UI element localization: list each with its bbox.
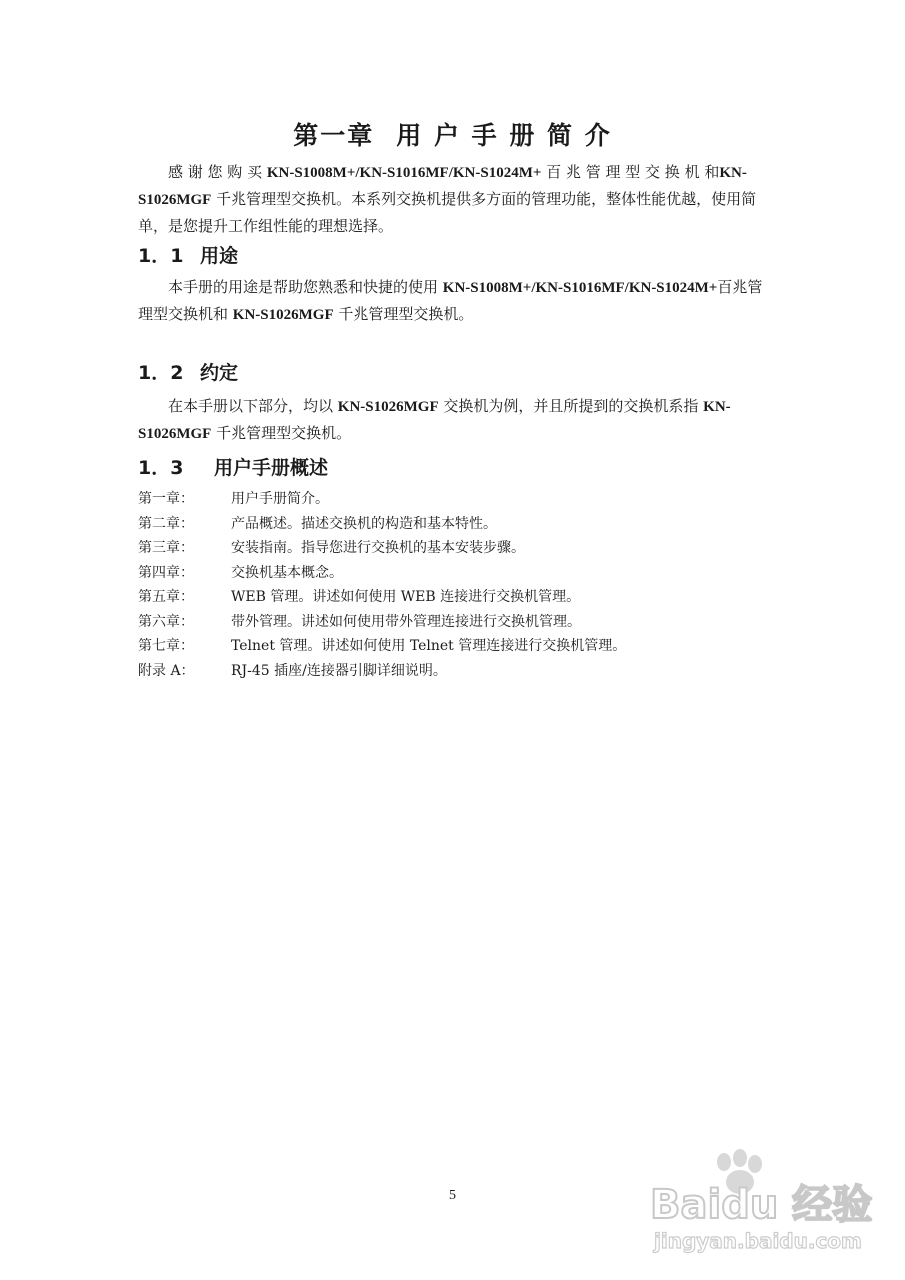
section-model: KN-S1026MGF xyxy=(138,399,731,442)
list-item-desc: 交换机基本概念。 xyxy=(231,564,343,581)
list-item-label: 第三章： xyxy=(138,540,194,556)
list-item-desc: RJ-45 插座/连接器引脚详细说明。 xyxy=(231,662,447,679)
list-item-label: 第一章： xyxy=(138,491,194,507)
section-title: 用途 xyxy=(200,245,239,267)
list-item-desc: WEB 管理。讲述如何使用 WEB 连接进行交换机管理。 xyxy=(231,589,581,605)
list-item-desc: 安装指南。指导您进行交换机的基本安装步骤。 xyxy=(231,540,525,556)
section-1-2-paragraph xyxy=(138,393,770,447)
list-item-label: 附录 A： xyxy=(138,662,195,679)
list-item xyxy=(138,512,626,537)
list-item-label: 第七章： xyxy=(138,638,194,654)
list-item-desc: 产品概述。描述交换机的构造和基本特性。 xyxy=(231,515,497,532)
section-number: 1．2 xyxy=(138,362,184,384)
section-number: 1．3 xyxy=(138,457,184,479)
section-text: 在本手册以下部分，均以 xyxy=(168,397,338,415)
intro-text-2: 百 兆 管 理 型 交 换 机 和 xyxy=(541,163,720,181)
list-item-label: 第五章： xyxy=(138,589,194,605)
list-item xyxy=(138,659,626,684)
intro-text-3: 千兆管理型交换机。本系列交换机提供多方面的管理功能，整体性能优越，使用简单，是您提升工作组性能的理想选择。 xyxy=(138,190,757,235)
list-item-desc: 带外管理。讲述如何使用带外管理连接进行交换机管理。 xyxy=(231,613,581,630)
intro-paragraph xyxy=(138,159,770,239)
page-number: 5 xyxy=(449,1188,456,1203)
section-model-list: KN-S1008M+/KN-S1016MF/KN-S1024M+ xyxy=(442,280,718,296)
section-model: KN-S1026MGF xyxy=(337,399,439,415)
list-item-desc: 用户手册简介。 xyxy=(231,491,329,507)
section-text: 交换机为例，并且所提到的交换机系指 xyxy=(438,397,704,415)
list-item xyxy=(138,634,626,659)
list-item-label: 第二章： xyxy=(138,515,194,532)
chapter-number: 第一章 xyxy=(293,121,375,150)
section-model-gigabit: KN-S1026MGF xyxy=(232,307,334,323)
baidu-jingyan-watermark xyxy=(640,1148,880,1258)
list-item xyxy=(138,610,626,635)
section-title: 约定 xyxy=(200,362,239,384)
list-item xyxy=(138,536,626,561)
intro-text-1: 感 谢 您 购 买 xyxy=(168,163,267,181)
list-item-desc: Telnet 管理。讲述如何使用 Telnet 管理连接进行交换机管理。 xyxy=(231,638,627,654)
list-item-label: 第四章： xyxy=(138,564,194,581)
section-number: 1．1 xyxy=(138,245,184,267)
chapter-overview-list xyxy=(138,487,626,683)
chapter-title xyxy=(0,116,905,152)
chapter-name: 用 户 手 册 简 介 xyxy=(396,121,612,150)
section-text: 本手册的用途是帮助您熟悉和快捷的使用 xyxy=(168,278,443,296)
section-heading-1-1 xyxy=(138,241,238,268)
watermark-brand: Baidu 经验 xyxy=(650,1182,873,1228)
list-item xyxy=(138,487,626,512)
section-heading-1-2 xyxy=(138,358,238,385)
list-item xyxy=(138,561,626,586)
section-text: 千兆管理型交换机。 xyxy=(333,305,474,323)
section-title: 用户手册概述 xyxy=(214,457,329,479)
watermark-url: jingyan.baidu.com xyxy=(654,1229,862,1253)
section-1-1-paragraph xyxy=(138,274,770,328)
section-heading-1-3 xyxy=(138,453,328,480)
list-item-label: 第六章： xyxy=(138,613,194,630)
section-text: 百兆管理型交换机和 xyxy=(138,278,763,323)
list-item xyxy=(138,585,626,610)
section-text: 千兆管理型交换机。 xyxy=(211,424,352,442)
intro-model-gigabit: KN-S1026MGF xyxy=(138,165,747,208)
intro-model-list: KN-S1008M+/KN-S1016MF/KN-S1024M+ xyxy=(266,165,542,181)
